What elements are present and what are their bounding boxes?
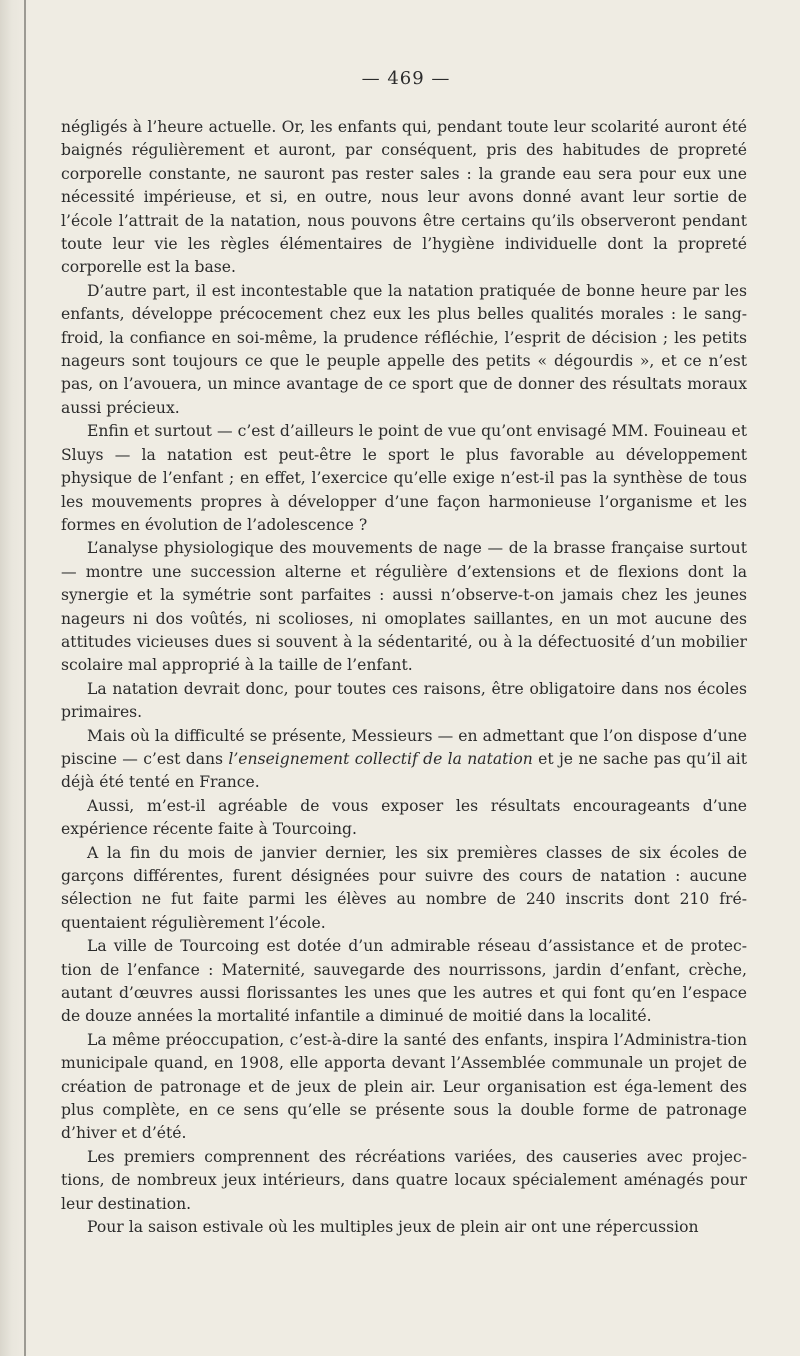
paragraph-6 [61, 725, 747, 795]
paragraph-11: Les premiers comprennent des récréations variées, des causeries avec projec-tions, de nombreux jeux intérieurs, dans quatre locaux spécialement aménagés pour leur destination. [61, 1147, 747, 1213]
binding-line [24, 0, 26, 1356]
page-number: — 469 — [361, 68, 451, 89]
page-body [61, 116, 747, 1240]
paragraph-3: Enfin et surtout — c’est d’ailleurs le point de vue qu’ont envisagé MM. Fouineau et Sluys — la natation est peut-être le sport le plus favorable au développement physique de l’enfant ; en effet, l’exercice qu’elle exige n’est-il pas la synthèse de tous les mouvements propres à développer d’une façon harmonieuse l’organisme et les formes en évolution de l’adolescence ? [61, 422, 747, 534]
paragraph-12: Pour la saison estivale où les multiples jeux de plein air ont une répercussion [87, 1218, 699, 1237]
paragraph-6-before: Mais où la difficulté se présente, Messieurs — en admettant que l’on dispose d’une piscine — c’est dans [61, 726, 747, 768]
paragraph-9: La ville de Tourcoing est dotée d’un admirable réseau d’assistance et de protec-tion de l’enfance : Maternité, sauvegarde des nourrissons, jardin d’enfant, crèche, autant d’œuvres aussi florissantes les unes que les autres et qui font qu’en l’espace de douze années la mortalité infantile a diminué de moitié dans la localité. [61, 937, 747, 1026]
paragraph-6-emphasis: l’enseignement collectif de la natation [228, 749, 533, 768]
paragraph-4: L’analyse physiologique des mouvements de nage — de la brasse française surtout — montre une succession alterne et régulière d’extensions et de flexions dont la synergie et la symétrie sont parfaites : aussi n’observe-t-on jamais chez les jeunes nageurs ni dos voûtés, ni scolioses, ni omoplates saillantes, en un mot aucune des attitudes vicieuses dues si souvent à la sédentarité, ou à la défectuosité d’un mobilier scolaire mal approprié à la taille de l’enfant. [61, 539, 747, 675]
paragraph-1: négligés à l’heure actuelle. Or, les enfants qui, pendant toute leur scolarité auront été baignés régulièrement et auront, par conséquent, pris des habitudes de propreté corporelle constante, ne sauront pas rester sales : la grande eau sera pour eux une nécessité impérieuse, et si, en outre, nous leur avons donné avant leur sortie de l’école l’attrait de la natation, nous pouvons être certains qu’ils observeront pendant toute leur vie les règles élémentaires de l’hygiène individuelle dont la propreté corporelle est la base. [61, 118, 747, 277]
paragraph-6-after: et je ne sache pas qu’il ait déjà été tenté en France. [61, 749, 747, 792]
paragraph-8: A la fin du mois de janvier dernier, les six premières classes de six écoles de garçons différentes, furent désignées pour suivre des cours de natation : aucune sélection ne fut faite parmi les élèves au nombre de 240 inscrits dont 210 fré-quentaient régulièrement l’école. [61, 843, 747, 932]
paragraph-10: La même préoccupation, c’est-à-dire la santé des enfants, inspira l’Administra-tion municipale quand, en 1908, elle apporta devant l’Assemblée communale un projet de création de patronage et de jeux de plein air. Leur organisation est éga-lement des plus complète, en ce sens qu’elle se présente sous la double forme de patronage d’hiver et d’été. [61, 1030, 747, 1143]
paragraph-5: La natation devrait donc, pour toutes ces raisons, être obligatoire dans nos écoles primaires. [61, 679, 747, 722]
paragraph-2: D’autre part, il est incontestable que la natation pratiquée de bonne heure par les enfants, développe précocement chez eux les plus belles qualités morales : le sang-froid, la confiance en soi-même, la prudence réfléchie, l’esprit de décision ; les petits nageurs sont toujours ce que le peuple appelle des petits « dégourdis », et ce n’est pas, on l’avouera, un mince avantage de ce sport que de donner des résultats moraux aussi précieux. [61, 281, 747, 417]
paragraph-7: Aussi, m’est-il agréable de vous exposer les résultats encourageants d’une expérience récente faite à Tourcoing. [61, 796, 747, 839]
